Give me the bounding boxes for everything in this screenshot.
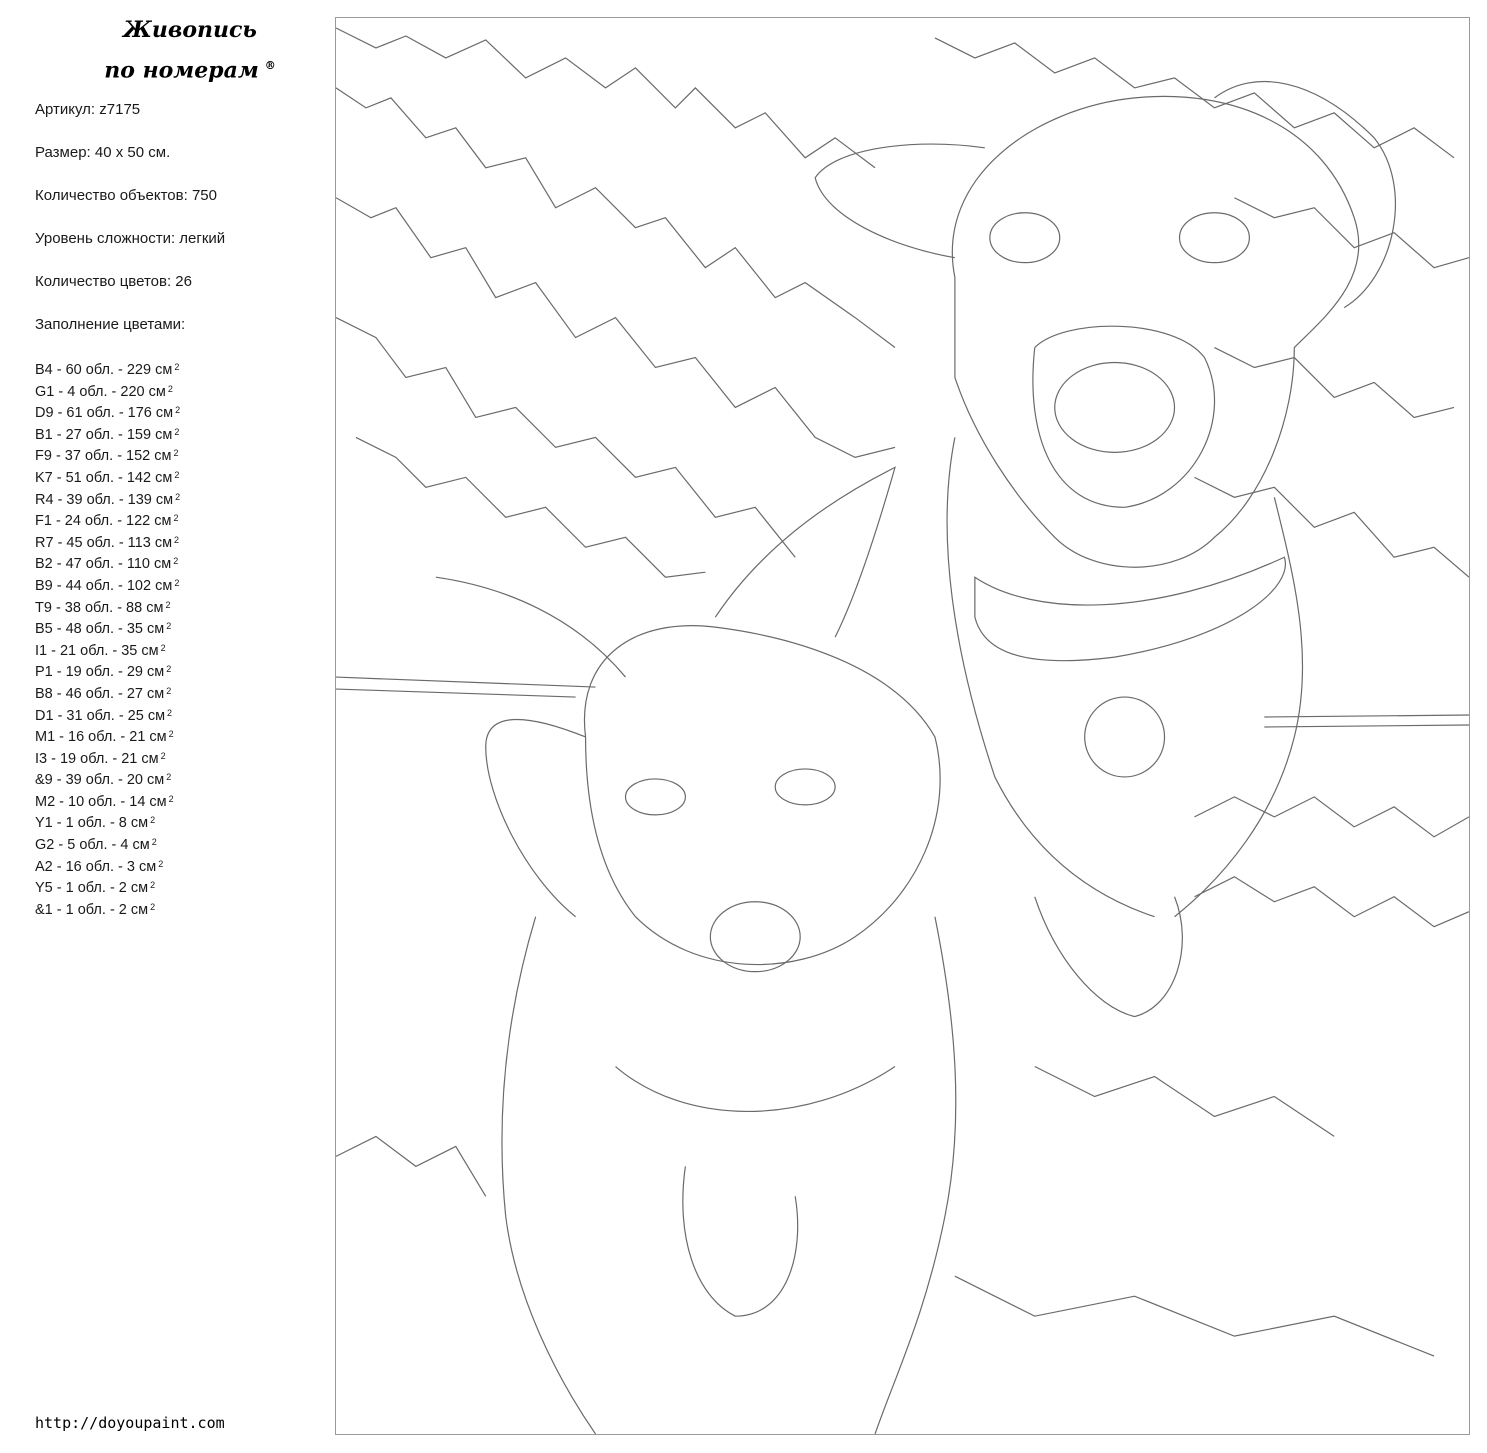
palette-entry-text: F9 - 37 обл. - 152 см <box>35 448 172 465</box>
palette-entry-text: G2 - 5 обл. - 4 см <box>35 837 150 854</box>
palette-entry <box>35 727 180 749</box>
palette-entry <box>35 662 180 684</box>
foliage-contour <box>1214 348 1454 418</box>
unit-exponent: 2 <box>166 664 172 675</box>
article-number: Артикул: z7175 <box>35 101 141 118</box>
palette-entry <box>35 813 180 835</box>
palette-entry <box>35 554 180 576</box>
palette-entry-text: B5 - 48 обл. - 35 см <box>35 621 165 638</box>
palette-entry-text: &1 - 1 обл. - 2 см <box>35 901 149 918</box>
big-dog-nose <box>1055 363 1175 453</box>
unit-exponent: 2 <box>150 901 156 912</box>
brand-line-1: Живопись <box>123 17 257 43</box>
palette-entry-text: Y1 - 1 обл. - 8 см <box>35 815 149 832</box>
unit-exponent: 2 <box>165 599 171 610</box>
small-dog-left-eye <box>625 779 685 815</box>
unit-exponent: 2 <box>168 729 174 740</box>
small-dog-head-outline <box>584 626 940 965</box>
palette-entry-text: P1 - 19 обл. - 29 см <box>35 664 165 681</box>
fill-heading: Заполнение цветами: <box>35 316 186 333</box>
unit-exponent: 2 <box>158 858 164 869</box>
unit-exponent: 2 <box>150 815 156 826</box>
unit-exponent: 2 <box>174 362 180 372</box>
small-dog-nose <box>710 902 800 972</box>
foliage-contour <box>1194 877 1469 927</box>
ground-contour <box>336 1136 486 1196</box>
canvas-size: Размер: 40 x 50 см. <box>35 144 171 161</box>
palette-entry <box>35 792 180 814</box>
color-fill-list <box>35 360 180 921</box>
big-dog-collar <box>975 557 1286 660</box>
foliage-contour <box>336 318 795 558</box>
palette-entry-text: K7 - 51 обл. - 142 см <box>35 469 173 486</box>
horizon-line <box>1264 725 1469 727</box>
palette-entry-text: A2 - 16 обл. - 3 см <box>35 858 157 875</box>
difficulty-level: Уровень сложности: легкий <box>35 230 226 247</box>
unit-exponent: 2 <box>175 491 181 502</box>
foliage-contour <box>336 28 875 168</box>
unit-exponent: 2 <box>166 772 172 783</box>
small-dog-right-ear <box>715 467 895 637</box>
product-info <box>35 100 225 358</box>
small-dog-paw <box>683 1166 798 1316</box>
big-dog-paw <box>1035 897 1183 1017</box>
palette-entry <box>35 382 180 404</box>
small-dog-left-ear <box>486 720 586 917</box>
palette-entry <box>35 749 180 771</box>
website-link[interactable]: http://doyoupaint.com <box>35 1414 225 1432</box>
brand-line-2: по номерам <box>104 57 259 84</box>
palette-entry <box>35 511 180 533</box>
foliage-contour <box>1194 797 1469 837</box>
palette-entry-text: R4 - 39 обл. - 139 см <box>35 491 174 508</box>
palette-entry-text: F1 - 24 обл. - 122 см <box>35 513 172 530</box>
registered-mark: ® <box>264 59 276 72</box>
horizon-line <box>1264 715 1469 717</box>
palette-entry-text: D1 - 31 обл. - 25 см <box>35 707 166 724</box>
foliage-contour <box>356 437 705 577</box>
color-count: Количество цветов: 26 <box>35 273 192 290</box>
palette-entry <box>35 533 180 555</box>
palette-entry <box>35 900 180 922</box>
palette-entry <box>35 598 180 620</box>
foliage-contour <box>336 198 895 458</box>
foliage-contour <box>1194 477 1469 577</box>
palette-entry-text: B2 - 47 обл. - 110 см <box>35 556 172 573</box>
ground-contour <box>955 1276 1434 1356</box>
palette-entry <box>35 770 180 792</box>
palette-entry <box>35 468 180 490</box>
palette-entry-text: B8 - 46 обл. - 27 см <box>35 685 165 702</box>
palette-entry <box>35 619 180 641</box>
unit-exponent: 2 <box>167 383 173 394</box>
unit-exponent: 2 <box>173 513 179 524</box>
horizon-line <box>336 677 596 687</box>
unit-exponent: 2 <box>160 642 166 653</box>
palette-entry-text: D9 - 61 обл. - 176 см <box>35 405 174 422</box>
palette-entry-text: M1 - 16 обл. - 21 см <box>35 729 167 746</box>
big-dog-left-eye <box>990 213 1060 263</box>
palette-entry <box>35 425 180 447</box>
palette-entry <box>35 684 180 706</box>
palette-entry <box>35 706 180 728</box>
big-dog-left-ear <box>815 144 985 258</box>
palette-entry <box>35 490 180 512</box>
palette-entry-text: B9 - 44 обл. - 102 см <box>35 577 173 594</box>
small-dog-collar <box>616 1067 896 1112</box>
unit-exponent: 2 <box>150 880 156 891</box>
big-dog-right-eye <box>1180 213 1250 263</box>
foliage-contour <box>1234 198 1469 268</box>
unit-exponent: 2 <box>173 448 179 459</box>
big-dog-head-outline <box>952 96 1358 567</box>
palette-entry-text: I3 - 19 обл. - 21 см <box>35 750 159 767</box>
palette-entry <box>35 857 180 879</box>
coloring-canvas <box>335 17 1470 1435</box>
palette-entry <box>35 878 180 900</box>
palette-entry <box>35 576 180 598</box>
palette-entry <box>35 641 180 663</box>
palette-entry <box>35 446 180 468</box>
palette-entry-text: R7 - 45 обл. - 113 см <box>35 534 173 551</box>
unit-exponent: 2 <box>174 426 180 437</box>
unit-exponent: 2 <box>167 707 173 718</box>
small-dog-ear-tip <box>436 577 626 677</box>
big-dog-tag <box>1085 697 1165 777</box>
big-dog-neck <box>947 437 1154 916</box>
palette-entry-text: &9 - 39 обл. - 20 см <box>35 772 165 789</box>
object-count: Количество объектов: 750 <box>35 187 217 204</box>
unit-exponent: 2 <box>175 405 181 416</box>
unit-exponent: 2 <box>160 750 166 761</box>
unit-exponent: 2 <box>166 621 172 632</box>
big-dog-neck <box>1175 497 1303 916</box>
palette-entry <box>35 360 180 382</box>
unit-exponent: 2 <box>174 534 180 545</box>
palette-entry-text: G1 - 4 обл. - 220 см <box>35 383 166 400</box>
small-dog-right-eye <box>775 769 835 805</box>
unit-exponent: 2 <box>174 469 180 480</box>
ground-contour <box>1035 1067 1334 1137</box>
small-dog-body <box>502 917 596 1434</box>
palette-entry-text: M2 - 10 обл. - 14 см <box>35 793 167 810</box>
foliage-contour <box>336 88 895 348</box>
horizon-line <box>336 689 576 697</box>
unit-exponent: 2 <box>174 577 180 588</box>
palette-entry-text: B4 - 60 обл. - 229 см <box>35 362 173 378</box>
small-dog-body <box>875 917 956 1434</box>
palette-entry-text: B1 - 27 обл. - 159 см <box>35 426 173 443</box>
palette-entry-text: I1 - 21 обл. - 35 см <box>35 642 159 659</box>
line-art-two-dogs <box>336 18 1469 1434</box>
big-dog-muzzle <box>1033 326 1215 507</box>
palette-entry <box>35 403 180 425</box>
palette-entry-text: T9 - 38 обл. - 88 см <box>35 599 164 616</box>
unit-exponent: 2 <box>151 837 157 848</box>
unit-exponent: 2 <box>173 556 179 567</box>
palette-entry <box>35 835 180 857</box>
palette-entry-text: Y5 - 1 обл. - 2 см <box>35 880 149 897</box>
big-dog-right-ear <box>1214 82 1395 308</box>
unit-exponent: 2 <box>168 793 174 804</box>
brand-logo <box>90 12 290 88</box>
unit-exponent: 2 <box>166 685 172 696</box>
info-sidebar <box>0 0 330 1453</box>
